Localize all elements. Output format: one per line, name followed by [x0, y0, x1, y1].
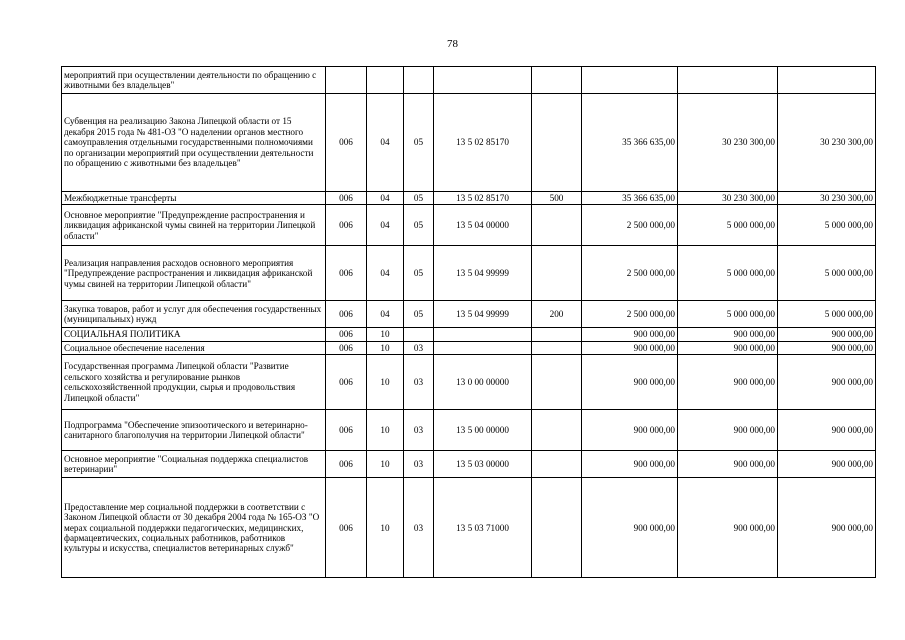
amount-year2-cell: 5 000 000,00 [678, 301, 778, 328]
row-name-cell: Закупка товаров, работ и услуг для обеспечения государственных (муниципальных) нужд [62, 301, 326, 328]
section-code-cell: 10 [367, 478, 404, 578]
admin-code-cell: 006 [326, 94, 367, 192]
amount-year1-cell: 900 000,00 [582, 410, 678, 451]
target-article-cell: 13 5 02 85170 [434, 94, 532, 192]
budget-table [61, 66, 876, 578]
amount-year1-cell: 2 500 000,00 [582, 246, 678, 301]
row-name-cell: Государственная программа Липецкой области "Развитие сельского хозяйства и регулирование рынков сельскохозяйственной продукции, сырья и продовольствия Липецкой области" [62, 355, 326, 410]
admin-code-cell: 006 [326, 328, 367, 341]
expense-type-cell [532, 410, 582, 451]
row-name-cell: Социальное обеспечение населения [62, 341, 326, 354]
target-article-cell: 13 5 04 00000 [434, 205, 532, 246]
amount-year1-cell: 900 000,00 [582, 478, 678, 578]
section-code-cell: 10 [367, 355, 404, 410]
amount-year3-cell: 900 000,00 [778, 341, 876, 354]
amount-year3-cell: 900 000,00 [778, 328, 876, 341]
admin-code-cell [326, 67, 367, 94]
target-article-cell: 13 0 00 00000 [434, 355, 532, 410]
row-name-cell: СОЦИАЛЬНАЯ ПОЛИТИКА [62, 328, 326, 341]
amount-year1-cell: 900 000,00 [582, 328, 678, 341]
amount-year1-cell: 35 366 635,00 [582, 94, 678, 192]
target-article-cell [434, 328, 532, 341]
target-article-cell [434, 341, 532, 354]
amount-year3-cell [778, 67, 876, 94]
amount-year3-cell: 5 000 000,00 [778, 205, 876, 246]
subsection-code-cell [404, 328, 434, 341]
amount-year2-cell: 30 230 300,00 [678, 94, 778, 192]
amount-year3-cell: 30 230 300,00 [778, 94, 876, 192]
subsection-code-cell: 03 [404, 341, 434, 354]
amount-year3-cell: 5 000 000,00 [778, 246, 876, 301]
subsection-code-cell: 03 [404, 355, 434, 410]
table-row [62, 355, 876, 410]
table-row [62, 301, 876, 328]
row-name-cell: Основное мероприятие "Предупреждение распространения и ликвидация африканской чумы свиней на территории Липецкой области" [62, 205, 326, 246]
target-article-cell: 13 5 03 71000 [434, 478, 532, 578]
table-row [62, 451, 876, 478]
section-code-cell: 10 [367, 328, 404, 341]
target-article-cell: 13 5 02 85170 [434, 192, 532, 205]
amount-year1-cell [582, 67, 678, 94]
section-code-cell: 10 [367, 410, 404, 451]
subsection-code-cell: 03 [404, 478, 434, 578]
amount-year2-cell: 5 000 000,00 [678, 246, 778, 301]
row-name-cell: Межбюджетные трансферты [62, 192, 326, 205]
amount-year2-cell: 900 000,00 [678, 328, 778, 341]
row-name-cell: Основное мероприятие "Социальная поддержка специалистов ветеринарии" [62, 451, 326, 478]
expense-type-cell [532, 205, 582, 246]
amount-year2-cell [678, 67, 778, 94]
expense-type-cell [532, 328, 582, 341]
amount-year3-cell: 900 000,00 [778, 410, 876, 451]
table-row [62, 205, 876, 246]
amount-year2-cell: 900 000,00 [678, 341, 778, 354]
subsection-code-cell: 05 [404, 301, 434, 328]
table-row [62, 410, 876, 451]
row-name-cell: Реализация направления расходов основного мероприятия "Предупреждение распространения и ликвидация африканской чумы свиней на территории Липецкой области" [62, 246, 326, 301]
row-name-cell: Предоставление мер социальной поддержки в соответствии с Законом Липецкой области от 30 декабря 2004 года № 165-ОЗ "О мерах социальной поддержки педагогических, медицинских, фармацевтических, социальных работников, работников культуры и искусства, специалистов ветеринарных служб" [62, 478, 326, 578]
expense-type-cell: 200 [532, 301, 582, 328]
admin-code-cell: 006 [326, 246, 367, 301]
target-article-cell [434, 67, 532, 94]
page-number: 78 [447, 38, 458, 50]
admin-code-cell: 006 [326, 478, 367, 578]
amount-year2-cell: 900 000,00 [678, 410, 778, 451]
target-article-cell: 13 5 00 00000 [434, 410, 532, 451]
expense-type-cell [532, 94, 582, 192]
expense-type-cell [532, 341, 582, 354]
amount-year1-cell: 900 000,00 [582, 451, 678, 478]
expense-type-cell [532, 246, 582, 301]
section-code-cell: 04 [367, 94, 404, 192]
table-row [62, 328, 876, 341]
section-code-cell [367, 67, 404, 94]
admin-code-cell: 006 [326, 451, 367, 478]
admin-code-cell: 006 [326, 355, 367, 410]
subsection-code-cell: 05 [404, 192, 434, 205]
table-row [62, 341, 876, 354]
amount-year2-cell: 5 000 000,00 [678, 205, 778, 246]
section-code-cell: 10 [367, 341, 404, 354]
amount-year3-cell: 900 000,00 [778, 451, 876, 478]
section-code-cell: 04 [367, 301, 404, 328]
row-name-cell: мероприятий при осуществлении деятельности по обращению с животными без владельцев" [62, 67, 326, 94]
amount-year1-cell: 900 000,00 [582, 341, 678, 354]
amount-year2-cell: 900 000,00 [678, 355, 778, 410]
amount-year3-cell: 5 000 000,00 [778, 301, 876, 328]
expense-type-cell [532, 451, 582, 478]
amount-year1-cell: 900 000,00 [582, 355, 678, 410]
table-row [62, 478, 876, 578]
subsection-code-cell: 05 [404, 94, 434, 192]
table-row [62, 67, 876, 94]
expense-type-cell [532, 355, 582, 410]
target-article-cell: 13 5 04 99999 [434, 301, 532, 328]
table-row [62, 246, 876, 301]
admin-code-cell: 006 [326, 341, 367, 354]
amount-year1-cell: 2 500 000,00 [582, 301, 678, 328]
target-article-cell: 13 5 04 99999 [434, 246, 532, 301]
amount-year2-cell: 900 000,00 [678, 451, 778, 478]
amount-year3-cell: 900 000,00 [778, 478, 876, 578]
subsection-code-cell: 03 [404, 410, 434, 451]
subsection-code-cell: 05 [404, 205, 434, 246]
expense-type-cell: 500 [532, 192, 582, 205]
admin-code-cell: 006 [326, 205, 367, 246]
table-row [62, 94, 876, 192]
admin-code-cell: 006 [326, 192, 367, 205]
amount-year1-cell: 35 366 635,00 [582, 192, 678, 205]
expense-type-cell [532, 67, 582, 94]
admin-code-cell: 006 [326, 410, 367, 451]
subsection-code-cell: 05 [404, 246, 434, 301]
section-code-cell: 10 [367, 451, 404, 478]
amount-year2-cell: 900 000,00 [678, 478, 778, 578]
section-code-cell: 04 [367, 192, 404, 205]
amount-year1-cell: 2 500 000,00 [582, 205, 678, 246]
target-article-cell: 13 5 03 00000 [434, 451, 532, 478]
subsection-code-cell [404, 67, 434, 94]
section-code-cell: 04 [367, 246, 404, 301]
amount-year3-cell: 900 000,00 [778, 355, 876, 410]
expense-type-cell [532, 478, 582, 578]
admin-code-cell: 006 [326, 301, 367, 328]
row-name-cell: Подпрограмма "Обеспечение эпизоотического и ветеринарно-санитарного благополучия на территории Липецкой области" [62, 410, 326, 451]
subsection-code-cell: 03 [404, 451, 434, 478]
table-row [62, 192, 876, 205]
amount-year3-cell: 30 230 300,00 [778, 192, 876, 205]
section-code-cell: 04 [367, 205, 404, 246]
row-name-cell: Субвенция на реализацию Закона Липецкой области от 15 декабря 2015 года № 481-ОЗ "О наделении органов местного самоуправления отдельными государственными полномочиями по организации мероприятий при осуществлении деятельности по обращению с животными без владельцев" [62, 94, 326, 192]
amount-year2-cell: 30 230 300,00 [678, 192, 778, 205]
